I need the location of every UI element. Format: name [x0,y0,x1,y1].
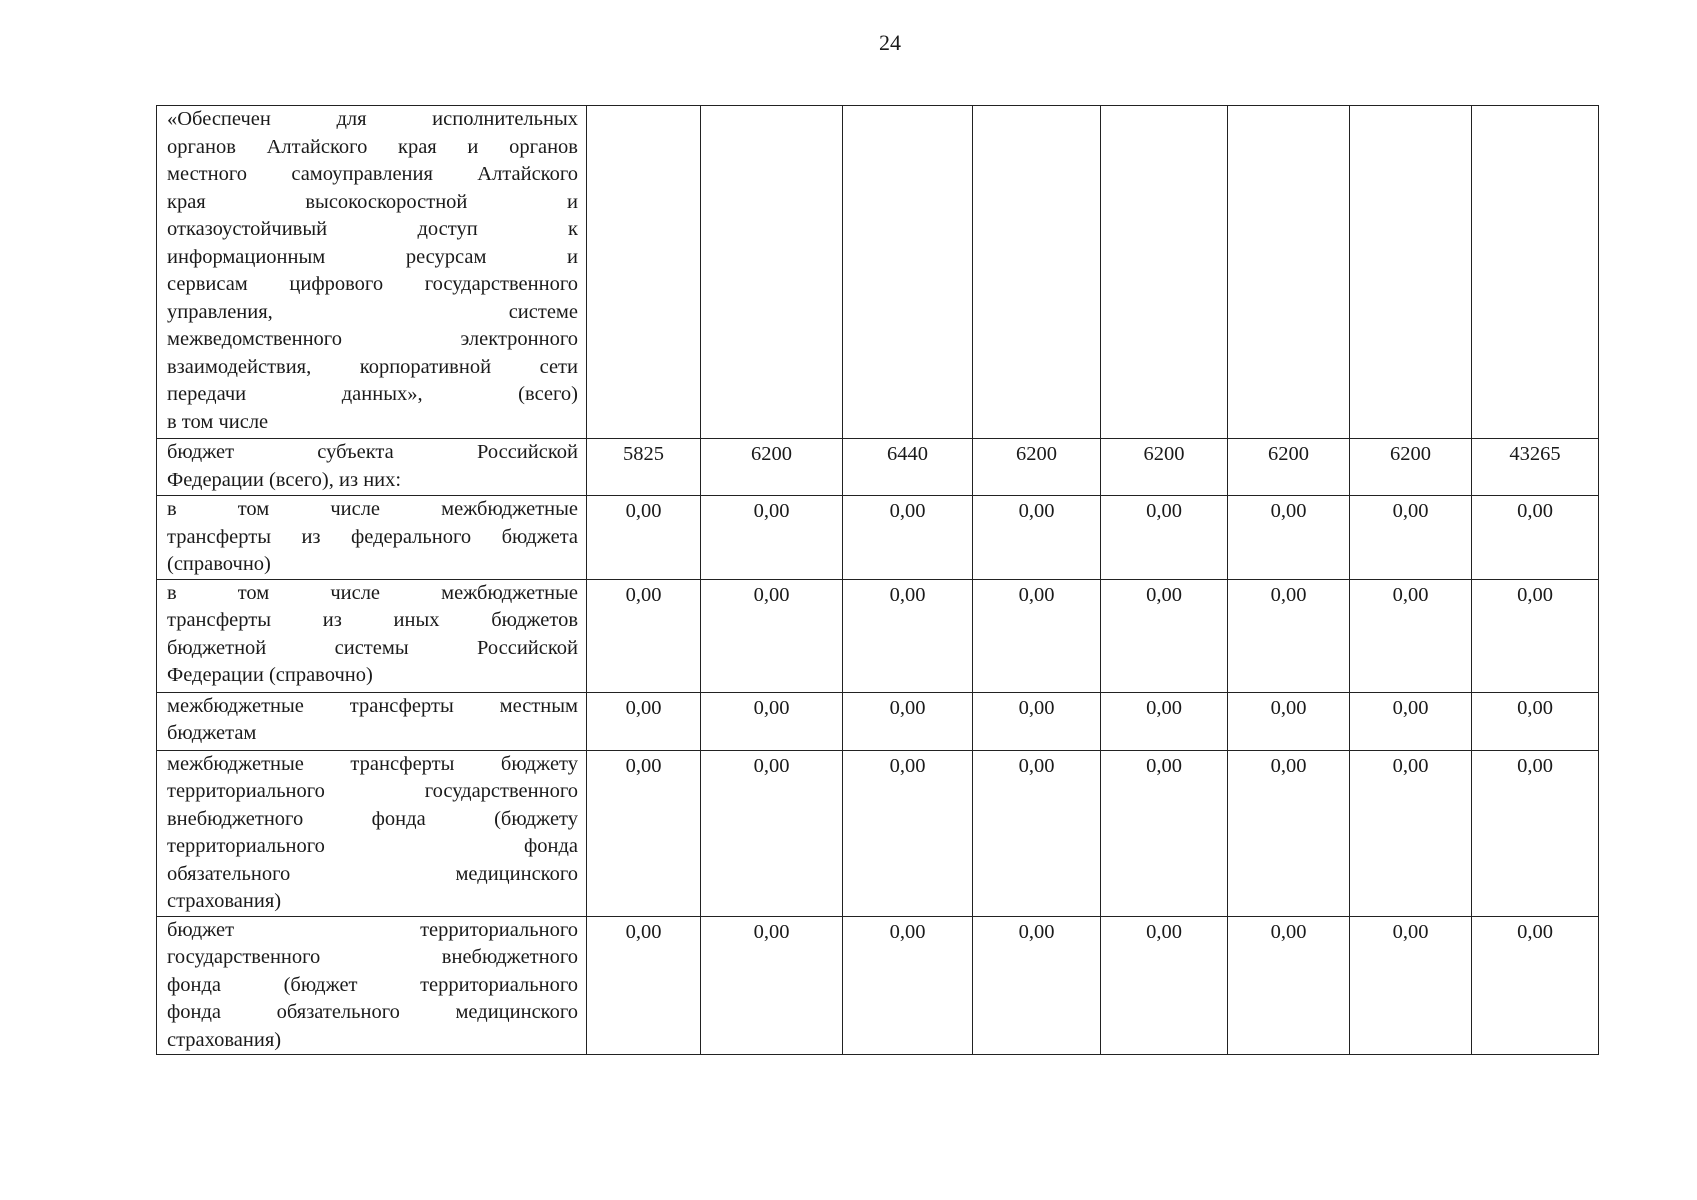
value-cell: 6200 [701,439,843,496]
value-cell: 0,00 [1472,579,1599,692]
value-cell: 0,00 [587,750,701,916]
value-cell: 0,00 [843,916,973,1055]
description-line: (справочно) [167,553,271,575]
description-line: в том числе [167,410,269,433]
description-line: местного самоуправления Алтайского [167,163,578,185]
description-line: отказоустойчивый доступ к [167,218,578,240]
value-cell: 0,00 [1101,916,1228,1055]
description-line: в том числе межбюджетные [167,581,578,604]
value-cell: 0,00 [587,916,701,1055]
description-line: «Обеспечен для исполнительных [167,108,578,130]
table-row [157,439,1599,496]
value-cell: 0,00 [587,579,701,692]
description-line: трансферты из федерального бюджета [167,525,578,548]
value-cell: 0,00 [973,579,1101,692]
value-cell: 6200 [1228,439,1350,496]
description-line: Федерации (справочно) [167,664,373,686]
value-cell [1350,106,1472,439]
description-line: управления, системе [167,300,578,323]
value-cell: 0,00 [587,496,701,580]
description-line: внебюджетного фонда (бюджету [167,807,578,830]
table-row [157,916,1599,1055]
row-description [157,692,587,750]
description-line: передачи данных», (всего) [167,383,578,405]
value-cell: 0,00 [701,579,843,692]
description-line: межведомственного электронного [167,328,578,350]
value-cell: 0,00 [973,692,1101,750]
description-line: межбюджетные трансферты бюджету [167,752,578,775]
description-line: органов Алтайского края и органов [167,135,578,158]
value-cell: 0,00 [1350,750,1472,916]
value-cell: 0,00 [1228,916,1350,1055]
value-cell: 43265 [1472,439,1599,496]
value-cell: 0,00 [701,496,843,580]
value-cell: 6200 [973,439,1101,496]
description-line: взаимодействия, корпоративной сети [167,355,578,378]
description-line: информационным ресурсам и [167,245,578,268]
value-cell [1472,106,1599,439]
description-line: страхования) [167,1028,282,1051]
value-cell: 0,00 [1228,750,1350,916]
value-cell: 0,00 [1350,579,1472,692]
table-row [157,496,1599,580]
value-cell: 0,00 [1472,496,1599,580]
description-line: фонда обязательного медицинского [167,1001,578,1023]
value-cell: 0,00 [1101,692,1228,750]
value-cell [1101,106,1228,439]
description-line: государственного внебюджетного [167,946,578,968]
value-cell: 0,00 [1101,496,1228,580]
value-cell: 0,00 [587,692,701,750]
value-cell: 0,00 [1472,916,1599,1055]
table-row [157,750,1599,916]
budget-table [156,105,1599,1055]
table-row [157,692,1599,750]
value-cell: 0,00 [843,692,973,750]
value-cell: 0,00 [701,916,843,1055]
value-cell: 0,00 [843,579,973,692]
budget-table-body [157,106,1599,1055]
value-cell: 5825 [587,439,701,496]
value-cell [843,106,973,439]
value-cell: 0,00 [843,496,973,580]
description-line: бюджет территориального [167,918,578,941]
value-cell: 0,00 [1350,916,1472,1055]
table-row [157,106,1599,439]
row-description [157,496,587,580]
value-cell: 6440 [843,439,973,496]
table-row [157,579,1599,692]
row-description [157,579,587,692]
description-line: территориального государственного [167,780,578,802]
budget-table-container [156,105,1599,1055]
value-cell: 0,00 [701,750,843,916]
description-line: в том числе межбюджетные [167,498,578,520]
description-line: обязательного медицинского [167,862,578,885]
description-line: страхования) [167,890,282,912]
value-cell: 0,00 [1228,692,1350,750]
value-cell: 0,00 [1101,750,1228,916]
description-line: фонда (бюджет территориального [167,973,578,996]
row-description [157,750,587,916]
row-description [157,439,587,496]
description-line: межбюджетные трансферты местным [167,694,578,717]
value-cell: 0,00 [1228,579,1350,692]
value-cell: 0,00 [1472,692,1599,750]
value-cell [973,106,1101,439]
value-cell: 0,00 [843,750,973,916]
value-cell: 0,00 [1472,750,1599,916]
value-cell: 0,00 [1101,579,1228,692]
page-number: 24 [879,30,901,55]
description-line: сервисам цифрового государственного [167,273,578,295]
value-cell [701,106,843,439]
value-cell: 0,00 [1228,496,1350,580]
value-cell: 6200 [1350,439,1472,496]
row-description [157,106,587,439]
value-cell: 0,00 [701,692,843,750]
value-cell: 0,00 [1350,692,1472,750]
value-cell: 6200 [1101,439,1228,496]
value-cell: 0,00 [973,916,1101,1055]
value-cell [1228,106,1350,439]
description-line: трансферты из иных бюджетов [167,609,578,631]
value-cell: 0,00 [973,750,1101,916]
value-cell: 0,00 [973,496,1101,580]
value-cell [587,106,701,439]
value-cell: 0,00 [1350,496,1472,580]
description-line: бюджетам [167,722,257,744]
description-line: края высокоскоростной и [167,190,578,213]
description-line: бюджет субъекта Российской [167,441,578,463]
description-line: территориального фонда [167,835,578,857]
row-description [157,916,587,1055]
description-line: бюджетной системы Российской [167,636,578,659]
description-line: Федерации (всего), из них: [167,468,402,491]
